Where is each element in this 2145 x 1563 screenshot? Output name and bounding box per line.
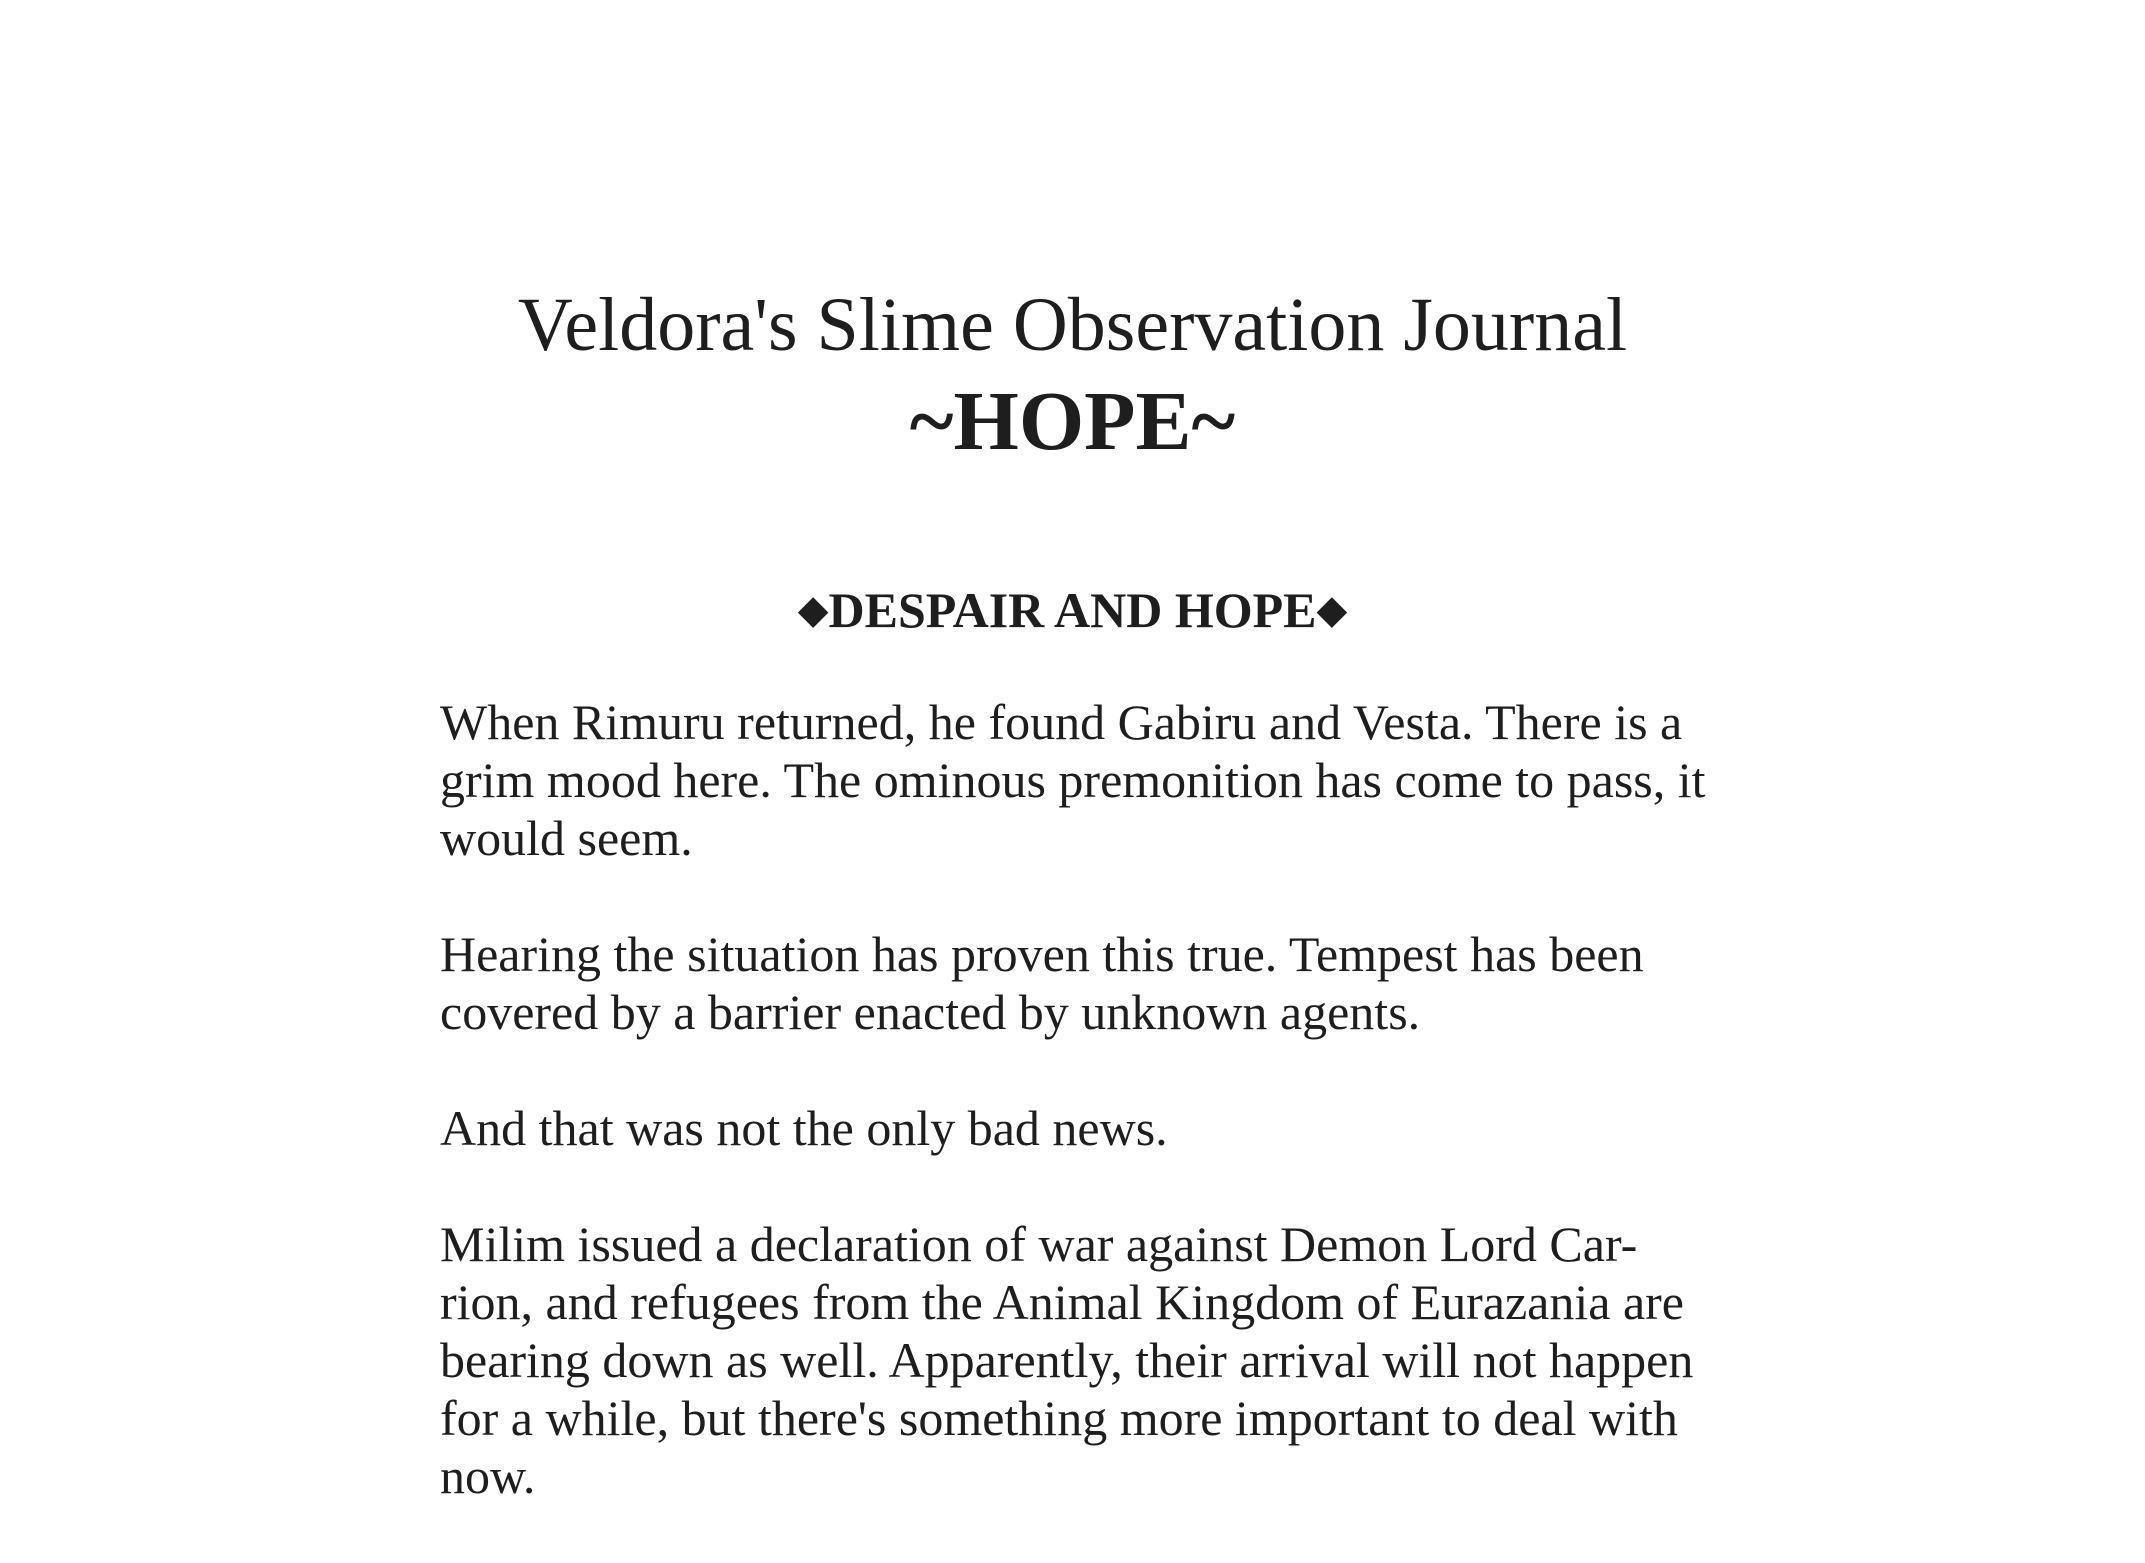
page-subtitle: ~HOPE~ (909, 375, 1236, 468)
paragraph: And that was not the only bad news. (440, 1100, 1168, 1156)
section-heading (0, 578, 2145, 642)
paragraph: Milim issued a declaration of war against Demon Lord Car-rion, and refugees from the Animal Kingdom of Eurazania are bearing down as well. Apparently, their arrival will not happen for a while, but there's something more important to deal with now. (440, 1216, 1694, 1504)
journal-body (440, 693, 1730, 1563)
diamond-icon: ◆ (1316, 587, 1348, 632)
paragraph: Hearing the situation has proven this true. Tempest has been covered by a barrier enacted by unknown agents. (440, 926, 1644, 1040)
section-heading-label: DESPAIR AND HOPE (828, 582, 1317, 638)
paragraph: When Rimuru returned, he found Gabiru and Vesta. There is a grim mood here. The ominous premonition has come to pass, it would seem. (440, 694, 1706, 866)
page-title: Veldora's Slime Observation Journal (517, 283, 1628, 367)
diamond-icon: ◆ (797, 587, 829, 632)
